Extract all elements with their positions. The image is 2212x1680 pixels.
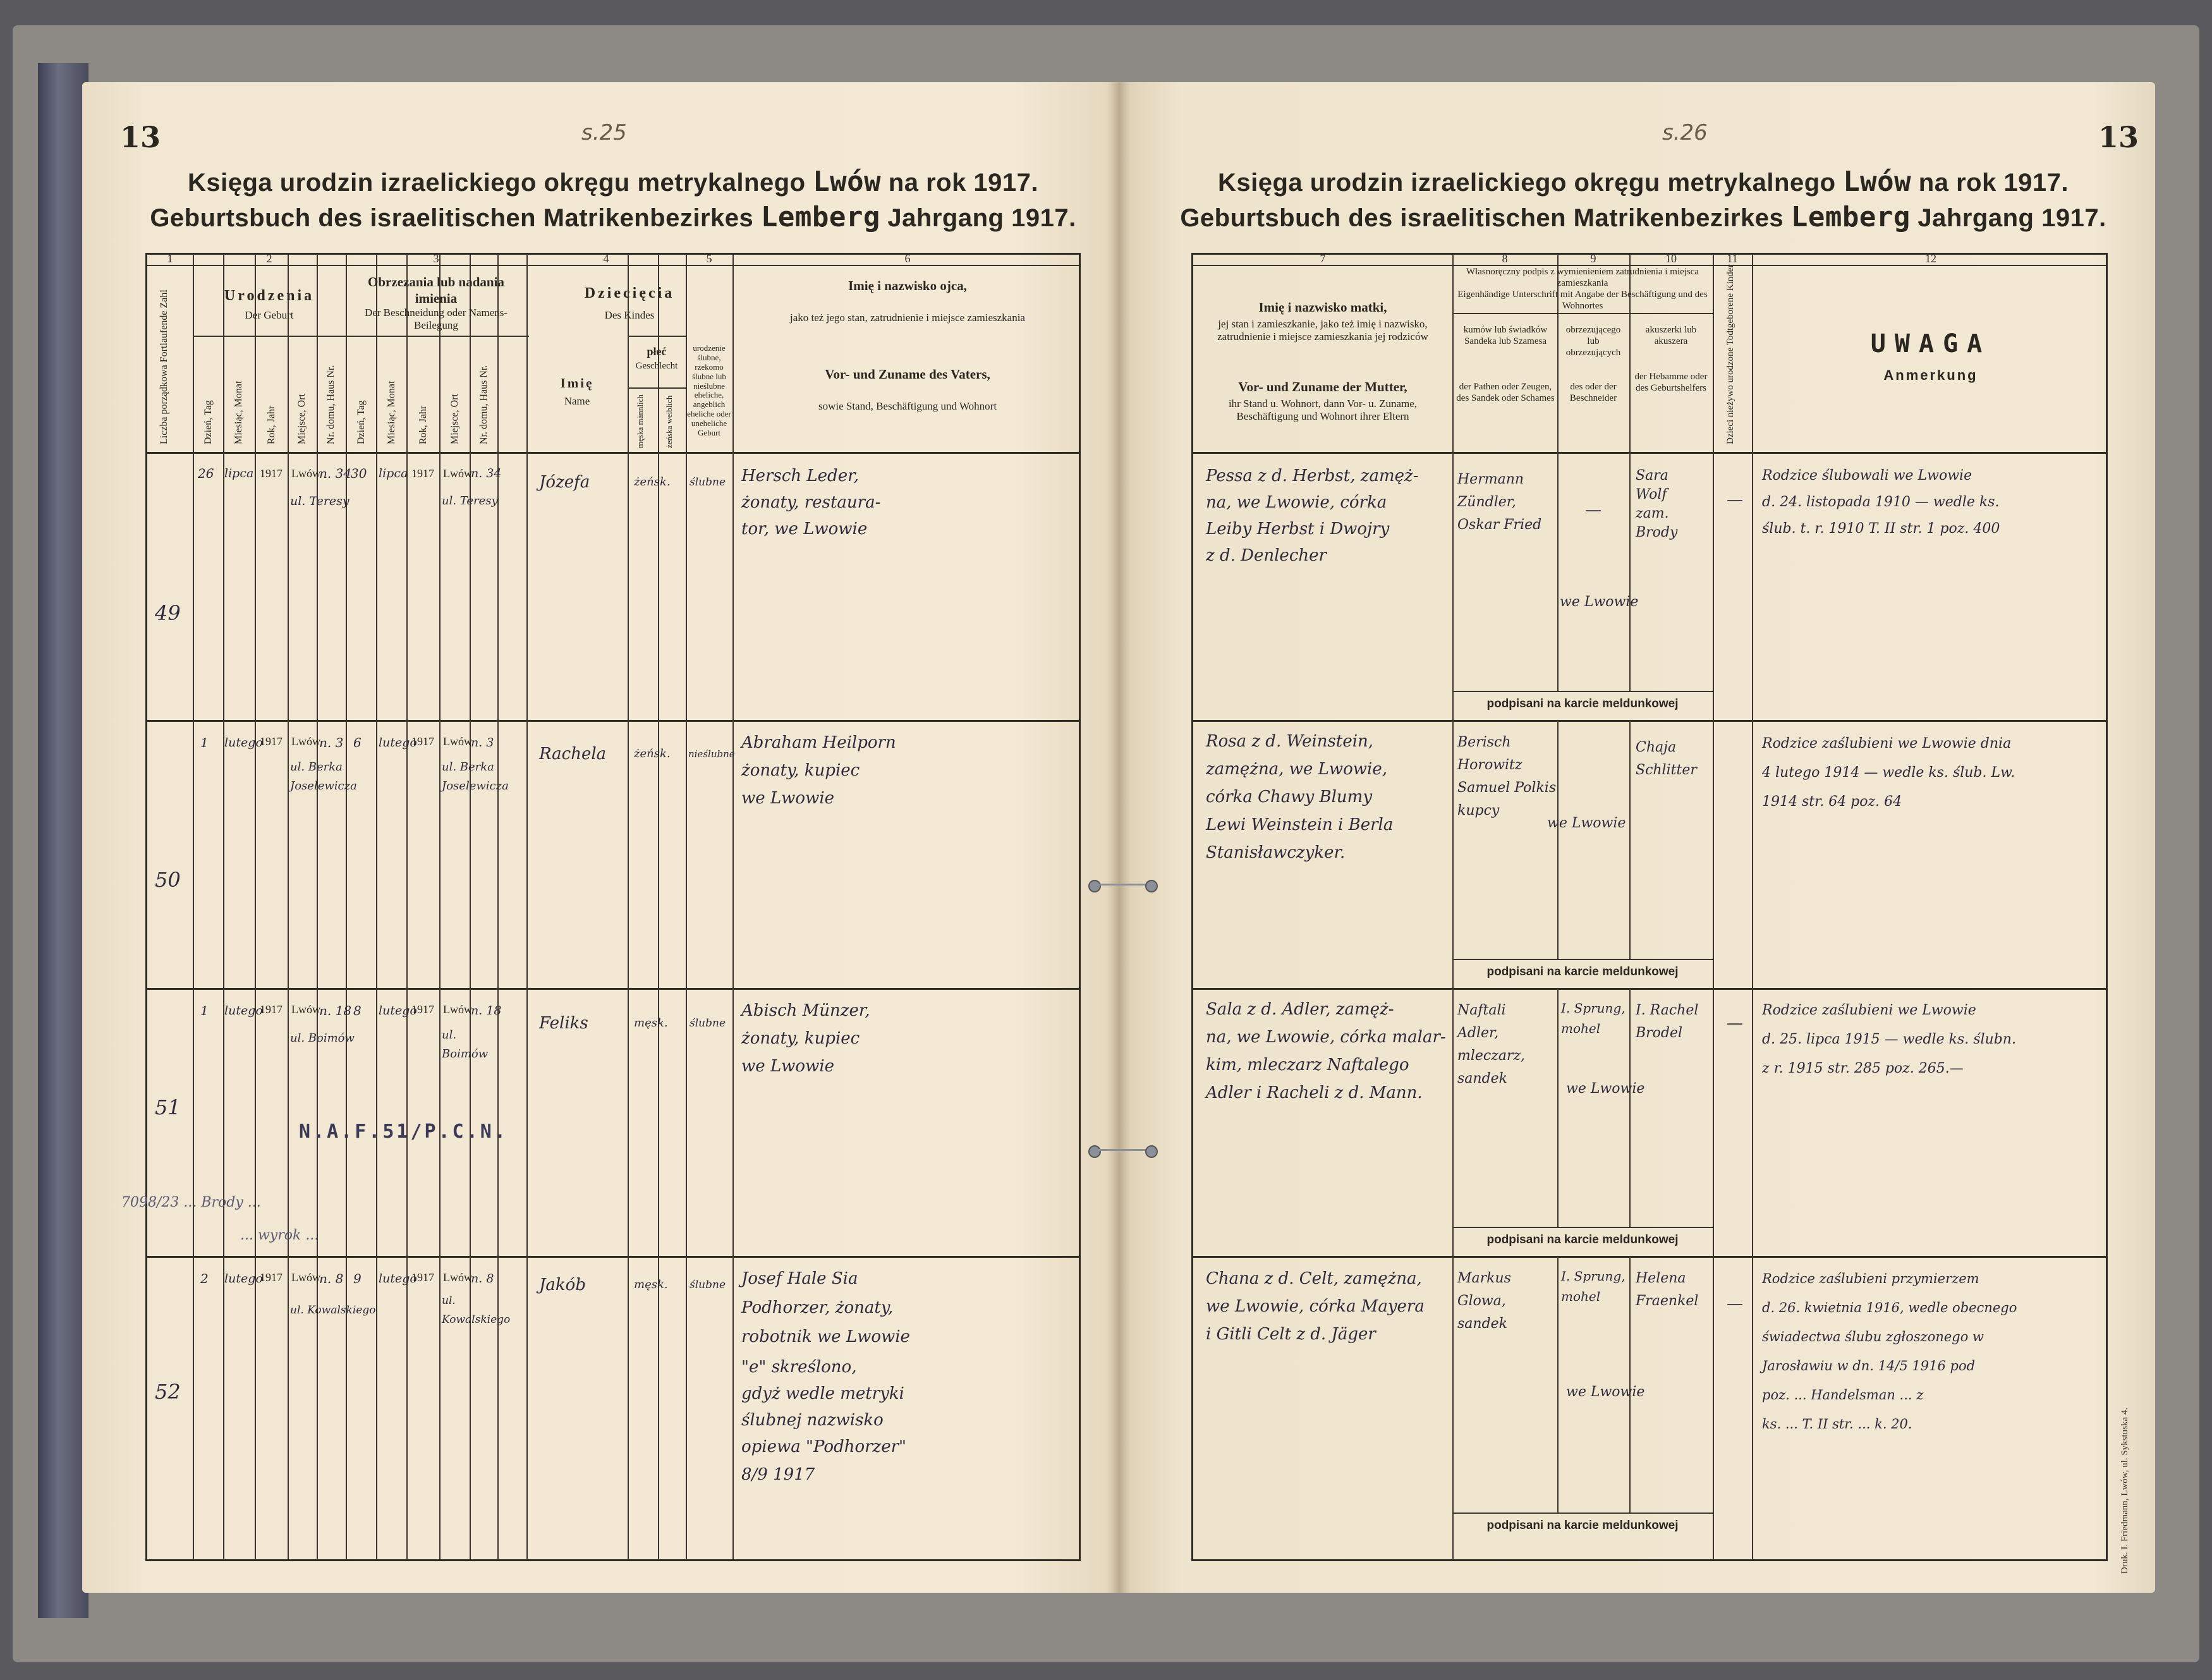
hdr-uwaga: UWAGA: [1870, 329, 1991, 358]
r52-mother-3: i Gitli Celt z d. Jäger: [1206, 1325, 1376, 1344]
row-50-street: ul. Berka Joselewicza: [290, 760, 357, 793]
r51-midwife-2: Brodel: [1636, 1025, 1683, 1041]
left-title-polish: Księga urodzin izraelickiego okręgu metrykalnego Lwów na rok 1917.: [187, 166, 1039, 198]
col-num-5: 5: [706, 252, 712, 265]
hdr-imie: Imię: [560, 375, 594, 391]
row-49-father-1: Hersch Leder,: [741, 466, 859, 485]
hdr-vater: Vor- und Zuname des Vaters,: [825, 367, 990, 382]
row-52-child-name: Jakób: [539, 1275, 586, 1294]
row-52-c-year: 1917: [411, 1271, 434, 1284]
hdr-akuszerki-de: der Hebamme oder des Geburtshelfers: [1634, 372, 1708, 393]
hdr-c-miejsce: Miejsce, Ort: [449, 394, 460, 444]
row-52-father-5: gdyż wedle metryki: [741, 1384, 904, 1403]
row-52-father-8: 8/9 1917: [741, 1465, 815, 1484]
hdr-obrzez-de: des oder der Beschneider: [1569, 382, 1617, 403]
row-50-father-2: żonaty, kupiec: [741, 761, 860, 780]
row-51-father-3: we Lwowie: [741, 1057, 835, 1076]
right-register-table: [1191, 253, 2108, 1561]
r52-midwife-2: Fraenkel: [1636, 1293, 1699, 1309]
r52-mother-2: we Lwowie, córka Mayera: [1206, 1297, 1425, 1316]
binding-staple-top: [1088, 879, 1158, 891]
row-49-sex-female: żeńsk.: [634, 475, 671, 489]
r49-remark-3: ślub. t. r. 1910 T. II str. 1 poz. 400: [1762, 521, 2000, 537]
row-50-father-1: Abraham Heilporn: [741, 733, 896, 752]
col-num-6: 6: [904, 252, 911, 265]
r51-midwife-1: I. Rachel: [1636, 1002, 1699, 1018]
row-51-street: ul. Boimów: [290, 1032, 355, 1045]
hdr-dzieciecia: Dziecięcia: [584, 285, 675, 301]
row-51-signed-label: podpisani na karcie meldunkowej: [1486, 1233, 1679, 1246]
left-page-number: 13: [120, 120, 161, 154]
r51-godparent-4: sandek: [1457, 1071, 1508, 1087]
r52-remark-3: świadectwa ślubu zgłoszonego w: [1762, 1329, 1984, 1344]
r50-godparent-3: Samuel Polkis: [1457, 780, 1557, 796]
printer-imprint: Druk. I. Friedmann, Lwów, ul. Sykstuska 4.: [2120, 1407, 2130, 1574]
col-num-1: 1: [167, 252, 173, 265]
r51-stillborn: —: [1727, 1014, 1743, 1033]
row-52-c-day: 9: [353, 1271, 362, 1286]
row-51-number: 51: [155, 1095, 181, 1119]
right-page: [1119, 82, 2155, 1593]
r52-godparent-3: sandek: [1457, 1316, 1508, 1332]
row-52-month: lutego: [224, 1272, 263, 1286]
row-50-sex-female: żeńsk.: [634, 747, 671, 760]
r52-remark-4: Jarosławiu w dn. 14/5 1916 pod: [1762, 1358, 1976, 1373]
hdr-urodzenia: Urodzenia: [224, 288, 315, 304]
row-49-place: Lwów: [291, 467, 320, 480]
hdr-akuszerki: akuszerki lub akuszera: [1645, 325, 1697, 346]
row-52-street: ul. Kowalskiego: [290, 1304, 376, 1317]
hdr-kumow-de: der Pathen oder Zeugen, des Sandek oder Schames: [1456, 382, 1555, 403]
row-52-signed-label: podpisani na karcie meldunkowej: [1486, 1519, 1679, 1532]
r52-remark-1: Rodzice zaślubieni przymierzem: [1762, 1271, 1979, 1286]
hdr-ojca: Imię i nazwisko ojca,: [848, 278, 967, 293]
hdr-c-rok: Rok, Jahr: [418, 405, 428, 444]
r49-witness-location: we Lwowie: [1560, 594, 1639, 610]
right-title-polish: Księga urodzin izraelickiego okręgu metrykalnego Lwów na rok 1917.: [1217, 166, 2069, 198]
r49-stillborn: —: [1727, 490, 1743, 509]
r51-godparent-2: Adler,: [1457, 1025, 1499, 1041]
hdr-dzien: Dzień, Tag: [203, 400, 214, 444]
row-51-father-1: Abisch Münzer,: [741, 1001, 870, 1020]
r49-godparent-1: Hermann: [1457, 472, 1524, 487]
left-title-german: Geburtsbuch des israelitischen Matrikenbezirkes Lemberg Jahrgang 1917.: [150, 201, 1076, 233]
right-title-german: Geburtsbuch des israelitischen Matrikenbezirkes Lemberg Jahrgang 1917.: [1180, 201, 2106, 233]
row-51-day: 1: [200, 1003, 209, 1018]
hdr-urodzenie: urodzenie ślubne, rzekomo ślubne lub nieślubne: [692, 343, 726, 391]
row-52-year: 1917: [260, 1271, 283, 1284]
col-num-10: 10: [1665, 252, 1677, 265]
row-51-father-2: żonaty, kupiec: [741, 1029, 860, 1048]
row-50-c-house: n. 3: [471, 736, 494, 750]
row-51-house: n. 18: [319, 1003, 352, 1018]
row-52-legitimacy: ślubne: [690, 1279, 726, 1291]
r49-mother-4: z d. Denlecher: [1206, 546, 1327, 565]
r50-mother-5: Stanisławczyker.: [1206, 843, 1346, 862]
row-50-year: 1917: [260, 735, 283, 748]
hdr-matki-sub: jej stan i zamieszkanie, jako też imię i nazwisko, zatrudnienie i miejsce zamieszkania jej rodziców: [1217, 318, 1428, 343]
r49-midwife-1: Sara: [1636, 468, 1668, 484]
r49-mother-3: Leiby Herbst i Dwojry: [1206, 520, 1390, 539]
left-margin-note-1: 7098/23 ... Brody ...: [121, 1195, 261, 1210]
row-50-day: 1: [200, 735, 209, 750]
hdr-mutter: Vor- und Zuname der Mutter,: [1238, 379, 1407, 394]
r50-witness-location: we Lwowie: [1547, 815, 1626, 831]
r52-godparent-1: Markus: [1457, 1270, 1511, 1286]
row-51-c-month: lutego: [379, 1004, 417, 1018]
row-49-street: ul. Teresy: [290, 494, 349, 508]
hdr-ojca-sub: jako też jego stan, zatrudnienie i miejsce zamieszkania: [790, 312, 1025, 324]
row-50-house: n. 3: [319, 735, 344, 750]
hdr-obrzezania: Obrzezania lub nadania imienia: [368, 274, 504, 306]
row-52-place: Lwów: [291, 1271, 320, 1284]
row-51-c-place: Lwów: [443, 1003, 472, 1016]
row-50-c-day: 6: [353, 735, 362, 750]
r52-witness-location: we Lwowie: [1566, 1384, 1645, 1400]
col-num-11: 11: [1727, 252, 1738, 265]
row-52-c-house: n. 8: [471, 1272, 494, 1286]
r52-remark-2: d. 26. kwietnia 1916, wedle obecnego: [1762, 1300, 2017, 1315]
row-49-c-year: 1917: [411, 467, 434, 480]
hdr-obrzez: obrzezującego lub obrzezujących: [1565, 325, 1621, 358]
left-margin-note-2: ... wyrok ...: [240, 1227, 319, 1243]
row-51-c-street: ul. Boimów: [442, 1028, 489, 1061]
r50-remark-3: 1914 str. 64 poz. 64: [1762, 794, 1902, 810]
r51-circumciser: I. Sprung, mohel: [1561, 1001, 1626, 1036]
hdr-dzieciecia-de: Des Kindes: [604, 309, 655, 321]
hdr-obrzezania-de: Der Beschneidung oder Namens-Beilegung: [364, 307, 508, 331]
r51-mother-2: na, we Lwowie, córka malar-: [1206, 1028, 1446, 1047]
row-49-child-name: Józefa: [539, 473, 590, 492]
row-51-stamp: N.A.F.51/P.C.N.: [299, 1121, 508, 1143]
row-51-place: Lwów: [291, 1003, 320, 1016]
row-52-father-2: Podhorzer, żonaty,: [741, 1298, 894, 1317]
right-page-number: 13: [2098, 120, 2139, 154]
binding-staple-bottom: [1088, 1144, 1158, 1157]
r49-mother-1: Pessa z d. Herbst, zamęż-: [1206, 466, 1419, 485]
row-52-c-month: lutego: [379, 1272, 417, 1286]
row-49-year: 1917: [260, 467, 283, 480]
row-49-c-month: lipca: [379, 466, 408, 480]
row-52-sex-male: męsk.: [634, 1278, 668, 1291]
hdr-imie-de: Name: [564, 395, 590, 407]
r50-midwife-2: Schlitter: [1636, 762, 1697, 778]
row-50-signed-label: podpisani na karcie meldunkowej: [1486, 965, 1679, 978]
r52-circumciser: I. Sprung, mohel: [1561, 1269, 1626, 1304]
hdr-meska: męska männlich: [635, 394, 645, 448]
row-51-year: 1917: [260, 1003, 283, 1016]
r50-mother-2: zamężna, we Lwowie,: [1206, 760, 1388, 779]
hdr-miejsce: Miejsce, Ort: [296, 394, 307, 444]
row-52-day: 2: [200, 1271, 209, 1286]
hdr-martwe: Dzieci nieżywo urodzone Todtgeborene Kinder: [1725, 264, 1735, 444]
r50-mother-4: Lewi Weinstein i Berla: [1206, 815, 1394, 834]
r50-mother-1: Rosa z d. Weinstein,: [1206, 732, 1374, 751]
hdr-vater-sub: sowie Stand, Beschäftigung und Wohnort: [818, 400, 997, 412]
hdr-kumow: kumów lub świadków Sandeka lub Szamesa: [1463, 325, 1548, 346]
col-num-7: 7: [1320, 252, 1326, 265]
hdr-urodzenie-de: eheliche, angeblich eheliche oder uneheliche Geburt: [687, 390, 731, 437]
row-49-c-street: ul. Teresy: [442, 494, 498, 508]
hdr-mutter-sub: ihr Stand u. Wohnort, dann Vor- u. Zuname, Beschäftigung und Wohnort ihrer Eltern: [1228, 398, 1418, 422]
row-50-place: Lwów: [291, 735, 320, 748]
page-gutter: [1107, 82, 1130, 1593]
row-50-legitimacy: nieślubne: [688, 748, 735, 760]
hdr-plec: płeć: [647, 345, 667, 358]
r49-midwife-2: Wolf: [1636, 487, 1667, 502]
row-52-number: 52: [155, 1380, 181, 1404]
r49-godparent-2: Zündler,: [1457, 494, 1516, 510]
r51-remark-1: Rodzice zaślubieni we Lwowie: [1762, 1002, 1976, 1018]
r50-godparent-4: kupcy: [1457, 803, 1500, 819]
row-51-c-house: n. 18: [471, 1004, 502, 1018]
book-spine: [38, 63, 88, 1618]
hdr-podpis-de: Eigenhändige Unterschrift mit Angabe der Beschäftigung und des Wohnortes: [1457, 289, 1708, 311]
hdr-urodzenia-de: Der Geburt: [245, 309, 294, 321]
left-page: [82, 82, 1119, 1593]
r49-remark-2: d. 24. listopada 1910 — wedle ks.: [1762, 494, 2000, 510]
row-49-month: lipca: [224, 466, 254, 480]
row-52-father-3: robotnik we Lwowie: [741, 1327, 910, 1346]
row-49-c-house: n. 34: [471, 466, 502, 480]
row-51-child-name: Feliks: [539, 1014, 588, 1033]
row-49-signed-label: podpisani na karcie meldunkowej: [1486, 697, 1679, 710]
r51-mother-4: Adler i Racheli z d. Mann.: [1206, 1083, 1423, 1102]
r52-remark-5: poz. ... Handelsman ... z: [1762, 1387, 1924, 1403]
left-archive-ref: s.25: [581, 120, 627, 145]
row-52-father-1: Josef Hale Sia: [741, 1269, 858, 1288]
col-num-12: 12: [1925, 252, 1936, 265]
row-51-legitimacy: ślubne: [690, 1017, 726, 1030]
row-49-number: 49: [155, 601, 181, 625]
row-50-c-place: Lwów: [443, 735, 472, 748]
r50-mother-3: córka Chawy Blumy: [1206, 788, 1373, 807]
row-51-sex-male: męsk.: [634, 1016, 668, 1030]
r51-godparent-3: mleczarz,: [1457, 1048, 1526, 1064]
r51-mother-3: kim, mleczarz Naftalego: [1206, 1056, 1409, 1074]
hdr-plec-de: Geschlecht: [635, 361, 678, 371]
hdr-c-dzien: Dzień, Tag: [356, 400, 367, 444]
row-52-c-street: ul. Kowalskiego: [442, 1294, 511, 1326]
hdr-zenska: żeńska weiblich: [664, 395, 674, 448]
r49-circumciser: —: [1585, 501, 1601, 520]
r50-remark-1: Rodzice zaślubieni we Lwowie dnia: [1762, 736, 2012, 752]
hdr-lp: Liczba porządkowa Fortlaufende Zahl: [159, 289, 169, 444]
row-52-father-4: "e" skreślono,: [741, 1358, 857, 1377]
row-50-c-month: lutego: [379, 736, 417, 750]
hdr-podpis: Własnoręczny podpis z wymienieniem zatrudnienia i miejsca zamieszkania: [1466, 267, 1699, 288]
row-52-c-place: Lwów: [443, 1271, 472, 1284]
hdr-c-nr: Nr. domu, Haus Nr.: [478, 365, 489, 444]
r50-remark-2: 4 lutego 1914 — wedle ks. ślub. Lw.: [1762, 765, 2015, 781]
row-51-month: lutego: [224, 1004, 263, 1018]
row-49-house: n. 34: [319, 466, 352, 481]
row-50-c-year: 1917: [411, 735, 434, 748]
left-register-table: [145, 253, 1081, 1561]
col-num-4: 4: [603, 252, 609, 265]
r52-stillborn: —: [1727, 1294, 1743, 1313]
r51-witness-location: we Lwowie: [1566, 1081, 1645, 1097]
r52-mother-1: Chana z d. Celt, zamężna,: [1206, 1269, 1422, 1288]
row-49-father-3: tor, we Lwowie: [741, 520, 868, 539]
r51-remark-2: d. 25. lipca 1915 — wedle ks. ślubn.: [1762, 1032, 2016, 1047]
r49-godparent-3: Oskar Fried: [1457, 517, 1542, 533]
r51-mother-1: Sala z d. Adler, zamęż-: [1206, 1000, 1394, 1019]
r51-remark-3: z r. 1915 str. 285 poz. 265.—: [1762, 1061, 1964, 1076]
hdr-matki: Imię i nazwisko matki,: [1258, 300, 1387, 315]
col-num-2: 2: [266, 252, 272, 265]
r49-midwife-3: zam.: [1636, 506, 1669, 521]
row-49-c-place: Lwów: [443, 467, 472, 480]
r52-remark-6: ks. ... T. II str. ... k. 20.: [1762, 1416, 1912, 1432]
hdr-nr: Nr. domu, Haus Nr.: [325, 365, 336, 444]
row-50-father-3: we Lwowie: [741, 789, 835, 808]
col-num-9: 9: [1590, 252, 1596, 265]
col-num-3: 3: [433, 252, 439, 265]
col-num-8: 8: [1502, 252, 1508, 265]
row-52-father-6: ślubnej nazwisko: [741, 1411, 884, 1430]
hdr-anmerkung: Anmerkung: [1883, 367, 1978, 383]
r52-godparent-2: Glowa,: [1457, 1293, 1506, 1309]
row-50-c-street: ul. Berka Joselewicza: [442, 760, 509, 793]
row-49-father-2: żonaty, restaura-: [741, 493, 881, 512]
r50-midwife-1: Chaja: [1636, 740, 1677, 755]
hdr-miesiac: Miesiąc, Monat: [233, 380, 244, 444]
row-49-legitimacy: ślubne: [690, 476, 726, 489]
right-archive-ref: s.26: [1662, 120, 1708, 145]
row-50-month: lutego: [224, 736, 263, 750]
row-49-day: 26: [198, 466, 214, 481]
row-51-c-year: 1917: [411, 1003, 434, 1016]
r50-godparent-1: Berisch: [1457, 734, 1511, 750]
row-51-c-day: 8: [353, 1003, 362, 1018]
row-52-father-7: opiewa "Podhorzer": [741, 1437, 907, 1456]
r51-godparent-1: Naftali: [1457, 1002, 1506, 1018]
r50-godparent-2: Horowitz: [1457, 757, 1522, 773]
row-50-child-name: Rachela: [539, 745, 607, 764]
hdr-rok: Rok, Jahr: [266, 405, 277, 444]
r49-remark-1: Rodzice ślubowali we Lwowie: [1762, 468, 1972, 484]
row-52-house: n. 8: [319, 1271, 344, 1286]
row-49-c-day: 30: [351, 466, 367, 481]
r49-mother-2: na, we Lwowie, córka: [1206, 493, 1387, 512]
r52-midwife-1: Helena: [1636, 1270, 1686, 1286]
hdr-c-miesiac: Miesiąc, Monat: [386, 380, 397, 444]
r49-midwife-4: Brody: [1636, 525, 1678, 540]
row-50-number: 50: [155, 868, 181, 892]
